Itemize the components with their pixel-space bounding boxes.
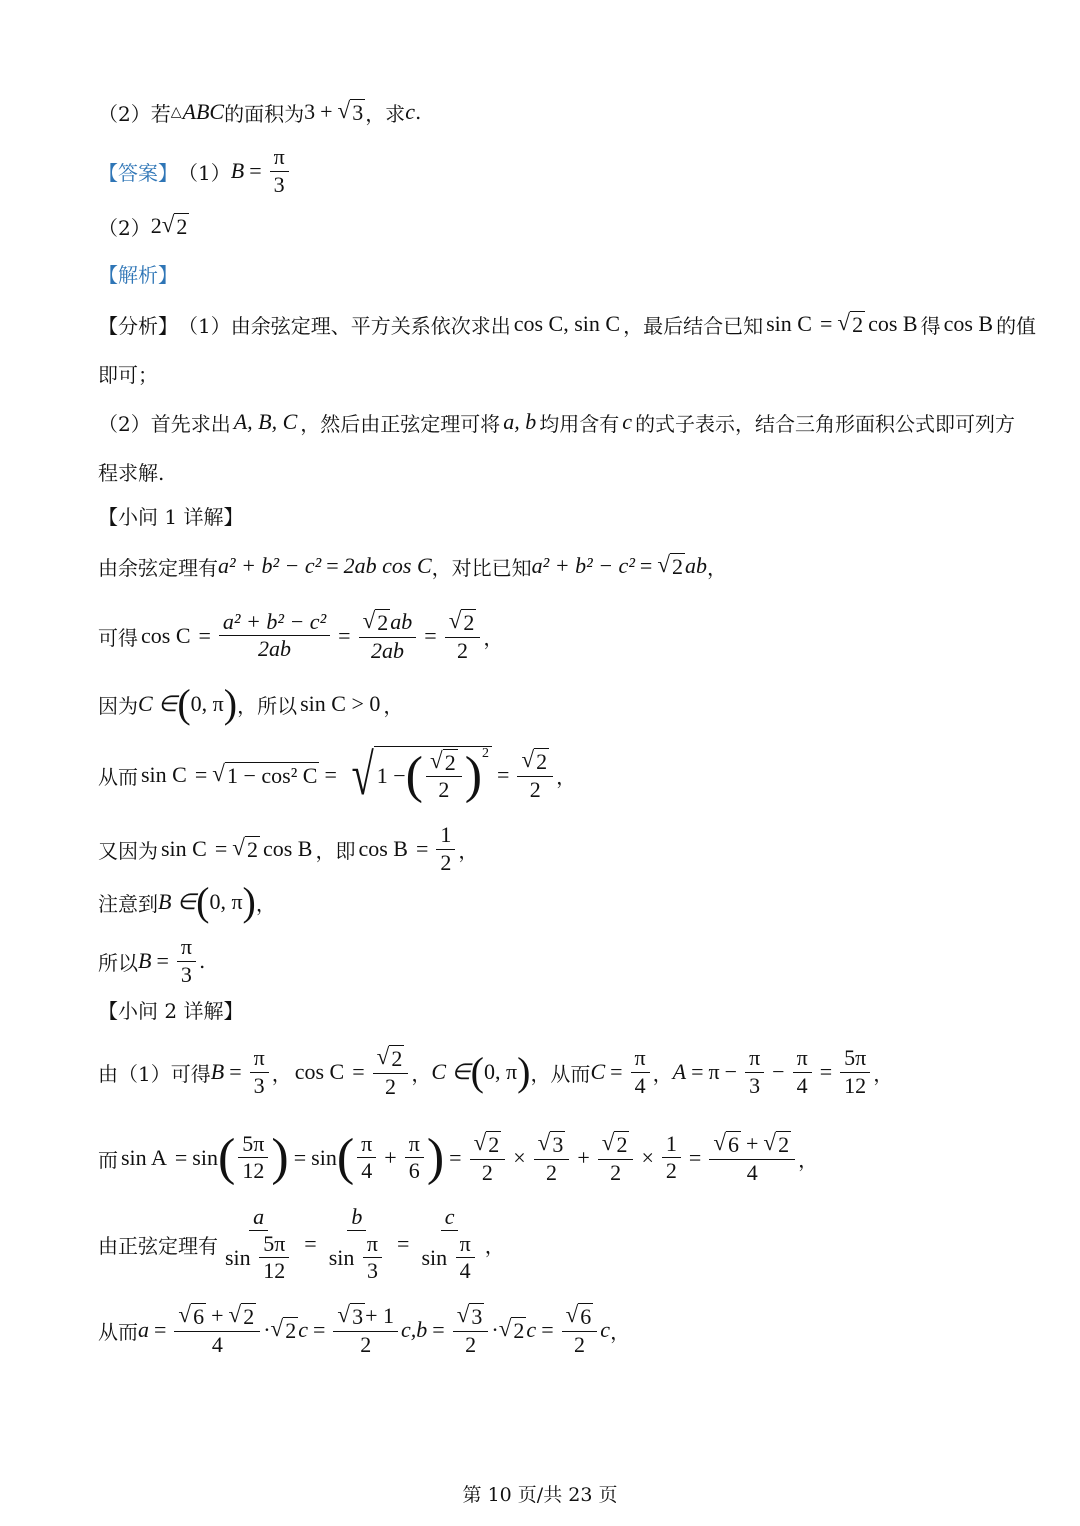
op: =	[249, 158, 262, 183]
text: ，	[707, 555, 728, 580]
step-line-9	[98, 1126, 818, 1190]
text: 均用含有	[539, 411, 620, 436]
text: ，即	[315, 838, 356, 863]
text: 由正弦定理有	[98, 1233, 218, 1258]
text: .	[198, 949, 206, 973]
text: 由余弦定理有	[98, 555, 218, 580]
step-line-4	[98, 734, 576, 816]
formula: a sin $\frac{5\pi}{12}$ = b sin $\frac{\pi}{3}$ = c sin $\frac{\pi}{4}$	[218, 1205, 485, 1284]
text: ，	[610, 1319, 631, 1344]
triangle-symbol: △	[170, 104, 182, 120]
formula: C ∈ ( 0, π )	[138, 681, 238, 726]
text: 由（1）可得	[98, 1061, 211, 1086]
analysis-1	[98, 306, 1036, 342]
formula	[171, 99, 224, 125]
sqrt: √ 2	[161, 210, 188, 239]
formula: a, b	[503, 409, 537, 434]
formula: sin C = √ 1 − cos² C = √ 1 − ( √ 2 2 ) $^2$ = √ 2 2	[138, 746, 556, 804]
text: ，	[483, 625, 504, 650]
step-line-7	[98, 936, 205, 986]
text: ，然后由正弦定理可将	[300, 411, 501, 436]
step-line-10	[98, 1203, 505, 1284]
text: ，	[556, 764, 577, 789]
formula: cos C = $\frac{\text{a² + b² − c²}}{2ab}$ = √ 2 ab 2ab = √ 2 2	[138, 609, 483, 662]
formula: cos C, sin C	[513, 311, 621, 336]
step-line-5	[98, 822, 478, 876]
text: ，所以	[237, 693, 298, 718]
text: ，	[271, 1061, 292, 1086]
step-line-3	[98, 681, 404, 726]
formula: B = $\frac{\pi}{3}$	[211, 1046, 272, 1097]
text: 因为	[98, 693, 138, 718]
text: ，	[798, 1147, 819, 1172]
formula: A = π − $\frac{\pi}{3}$ − $\frac{\pi}{4}$ = $\frac{5\pi}{12}$	[673, 1046, 874, 1097]
text: ，	[484, 1233, 505, 1258]
num: 3	[304, 98, 316, 124]
text: ，求	[365, 101, 406, 126]
page-footer: 第 10 页/共 23 页	[462, 1484, 618, 1506]
text: ，	[383, 693, 404, 718]
answer-1	[98, 146, 292, 196]
text: 的面积为	[224, 101, 305, 126]
formula: B = $\frac{\pi}{3}$	[138, 935, 199, 986]
formula	[150, 210, 190, 239]
text: 的式子表示，结合三角形面积公式即可列方	[635, 411, 1016, 436]
text: ，	[652, 1061, 673, 1086]
formula: a = √ 6 + √ 2 4 · √ 2 c = √ 3 + 1 2 c, b = √ 3 2 · √ 2 c = √ 6 2 c	[138, 1301, 611, 1357]
formula: c	[622, 409, 633, 434]
analysis-2b: 程求解.	[98, 460, 165, 485]
analysis-2	[98, 404, 1015, 440]
num: 2	[150, 212, 162, 238]
formula: cos B = $\frac{1}{2}$	[355, 823, 458, 874]
answer-label: 【答案】	[98, 160, 178, 185]
text: .	[414, 100, 422, 124]
radicand: 3	[352, 99, 364, 125]
text: （2）	[98, 215, 151, 240]
answer-2	[98, 208, 189, 244]
formula: a² + b² − c² = √ 2 ab	[531, 550, 708, 579]
text: ，对比已知	[431, 555, 532, 580]
step-line-6	[98, 879, 276, 924]
formula: C = $\frac{\pi}{4}$	[590, 1046, 652, 1097]
jiexi-label: 【解析】	[98, 262, 178, 287]
var: ABC	[182, 99, 225, 124]
fraction: $\frac{\pi}{3}$	[270, 145, 289, 196]
text: 从而	[98, 764, 138, 789]
text: 所以	[98, 950, 138, 975]
text: 从而	[98, 1319, 138, 1344]
sub-question-2-header: 【小问 2 详解】	[98, 998, 244, 1023]
text: 的值	[996, 313, 1037, 338]
formula: a² + b² − c² = 2ab cos C	[218, 553, 432, 578]
text: 得	[920, 313, 941, 338]
text: 又因为	[98, 838, 158, 863]
text: 可得	[98, 625, 138, 650]
text: （1）	[178, 160, 231, 185]
text: ，	[458, 838, 479, 863]
text: ，从而	[530, 1061, 591, 1086]
text: ，	[411, 1061, 432, 1086]
text: 而	[98, 1147, 118, 1172]
formula: sin A = sin ( $\frac{5\pi}{12}$ ) = sin ( $\frac{\pi}{4}$ + $\frac{\pi}{6}$ ) = √ 2 2 × √ 3 2 + √ 2 2 × $\frac{1}{2}$ = √ 6 + √ 2 4	[118, 1131, 798, 1184]
step-line-2	[98, 604, 503, 668]
formula: cos B	[943, 311, 994, 336]
sqrt: √ 3	[337, 96, 364, 125]
formula: A, B, C	[233, 409, 298, 434]
text: ，最后结合已知	[623, 313, 764, 338]
var: B	[230, 158, 245, 183]
text: （2）若	[98, 101, 171, 126]
text: ，	[255, 891, 276, 916]
formula: sin C = √ 2 cos B	[766, 308, 918, 337]
formula: cos C = √ 2 2	[292, 1045, 412, 1098]
formula: sin C = √ 2 cos B	[161, 833, 313, 862]
step-line-1	[98, 546, 727, 586]
text: （1）由余弦定理、平方关系依次求出	[178, 313, 511, 338]
formula: B ∈ ( 0, π )	[158, 879, 256, 924]
question-2	[98, 94, 421, 130]
sub-question-1-header: 【小问 1 详解】	[98, 504, 244, 529]
text: （2）首先求出	[98, 411, 231, 436]
step-line-8	[98, 1042, 893, 1102]
label: 【分析】	[98, 313, 178, 338]
analysis-1b: 即可；	[98, 362, 158, 387]
formula: sin C > 0	[300, 691, 381, 716]
op: +	[320, 98, 333, 124]
formula	[304, 96, 365, 125]
formula	[231, 145, 292, 196]
text: ，	[873, 1061, 894, 1086]
text: 注意到	[98, 891, 158, 916]
var: c	[405, 99, 415, 124]
step-line-11	[98, 1298, 630, 1362]
formula: C ∈ ( 0, π )	[431, 1049, 531, 1094]
